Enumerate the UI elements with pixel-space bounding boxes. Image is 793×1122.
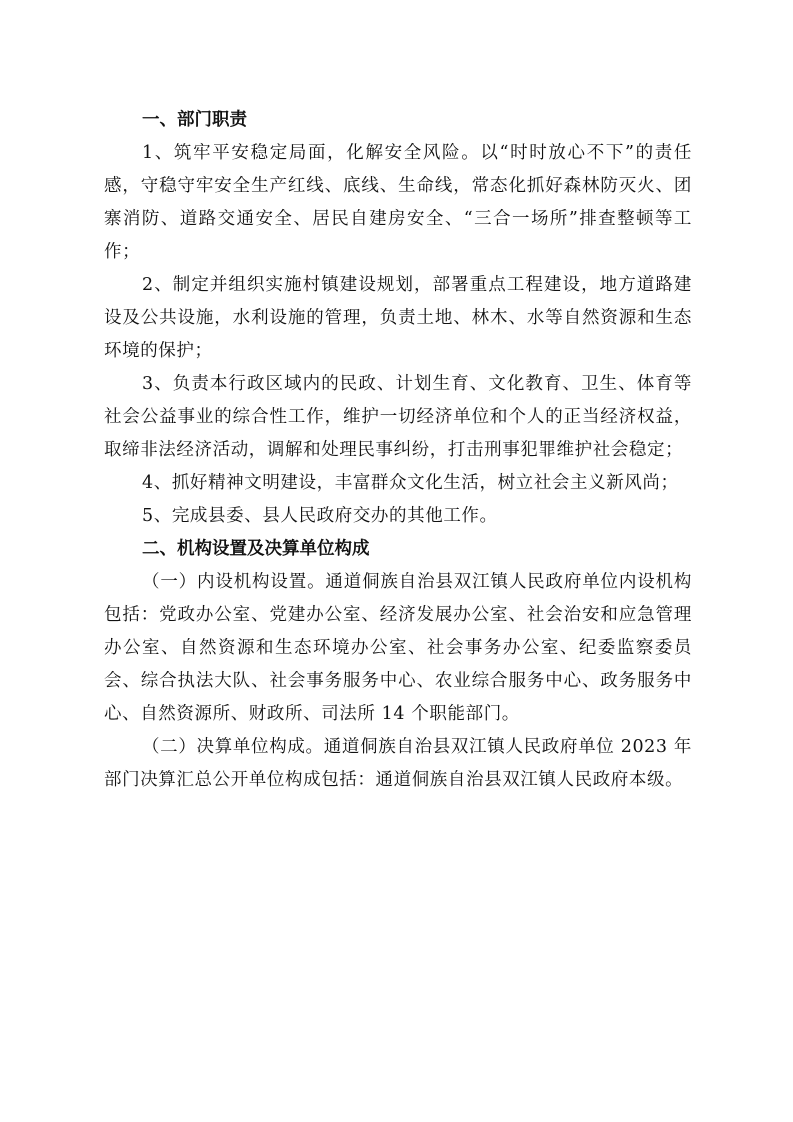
duty-item-2: 2、制定并组织实施村镇建设规划，部署重点工程建设，地方道路建设及公共设施，水利设施的管理，负责土地、林木、水等自然资源和生态环境的保护； — [104, 275, 692, 361]
duty-item-4: 4、抓好精神文明建设，丰富群众文化生活，树立社会主义新风尚； — [142, 473, 679, 493]
org-item-budget-units: （二）决算单位构成。通道侗族自治县双江镇人民政府单位 2023 年部门决算汇总公开单位构成包括：通道侗族自治县双江镇人民政府本级。 — [104, 737, 692, 790]
duty-item-1: 1、筑牢平安稳定局面，化解安全风险。以“时时放心不下”的责任感，守稳守牢安全生产红线、底线、生命线，常态化抓好森林防灭火、团寨消防、道路交通安全、居民自建房安全、“三合一场所”排查整顿等工作； — [104, 143, 692, 262]
section-heading-organization: 二、机构设置及决算单位构成 — [142, 539, 370, 559]
duty-item-3: 3、负责本行政区域内的民政、计划生育、文化教育、卫生、体育等社会公益事业的综合性工作，维护一切经济单位和个人的正当经济权益，取缔非法经济活动，调解和处理民事纠纷，打击刑事犯罪维护社会稳定； — [104, 374, 692, 460]
org-item-internal-structure: （一）内设机构设置。通道侗族自治县双江镇人民政府单位内设机构包括：党政办公室、党建办公室、经济发展办公室、社会治安和应急管理办公室、自然资源和生态环境办公室、社会事务办公室、纪委监察委员会、综合执法大队、社会事务服务中心、农业综合服务中心、政务服务中心、自然资源所、财政所、司法所 14 个职能部门。 — [104, 572, 692, 724]
section-heading-department-duties: 一、部门职责 — [142, 110, 247, 130]
duty-item-5: 5、完成县委、县人民政府交办的其他工作。 — [142, 506, 498, 526]
document-body — [104, 104, 692, 797]
